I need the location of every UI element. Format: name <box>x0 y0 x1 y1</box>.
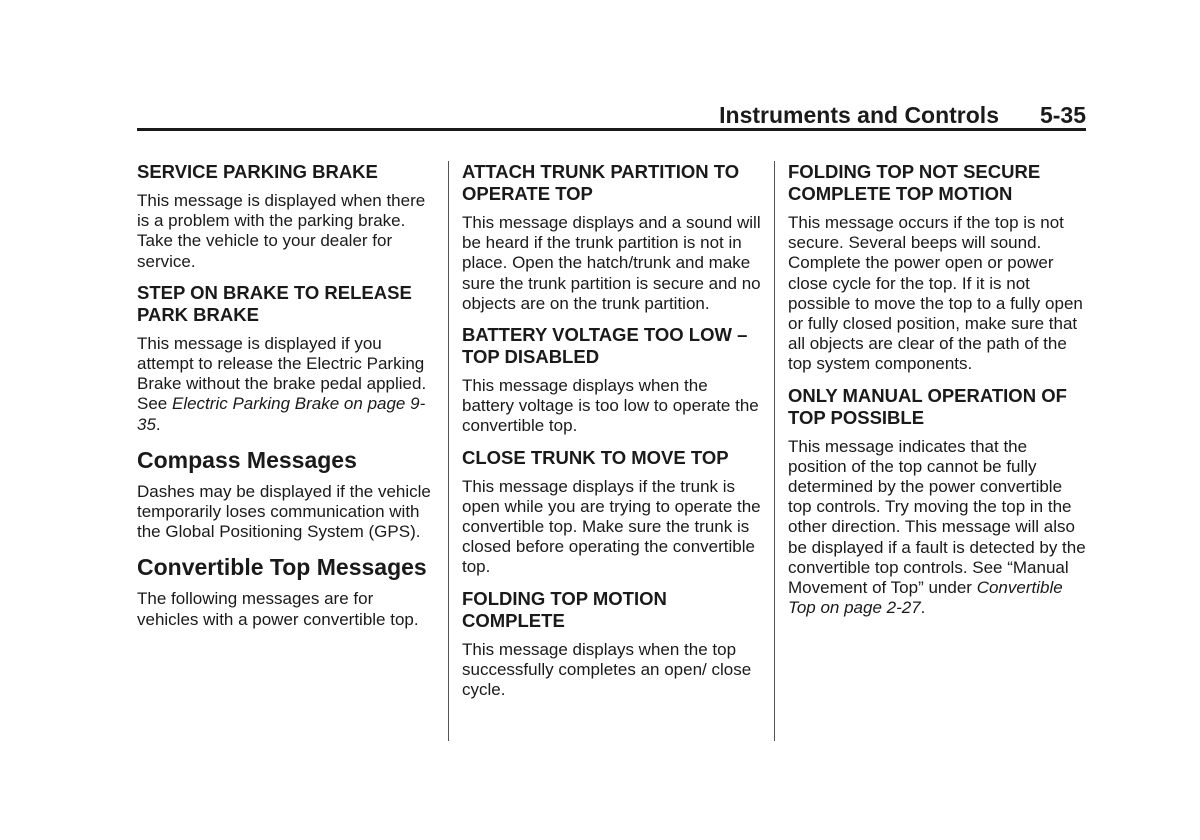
paragraph: This message displays when the top successfully completes an open/ close cycle. <box>462 639 752 700</box>
subheading-folding-top-motion-complete: FOLDING TOP MOTION COMPLETE <box>462 587 667 631</box>
column-divider <box>774 161 775 741</box>
subheading-attach-trunk-partition: ATTACH TRUNK PARTITION TO OPERATE TOP <box>462 161 740 204</box>
column-2 <box>462 161 762 710</box>
cross-reference-link[interactable]: Electric Parking Brake on page 9-35 <box>137 394 426 434</box>
subheading-service-parking-brake: SERVICE PARKING BRAKE <box>137 161 378 182</box>
column-1 <box>137 161 432 640</box>
paragraph-text: . <box>155 414 161 434</box>
cross-reference-link[interactable]: Convertible Top on page 2-27 <box>788 578 1063 618</box>
paragraph: The following messages are for vehicles with a power convertible top. <box>137 589 419 629</box>
subheading-folding-top-not-secure: FOLDING TOP NOT SECURE COMPLETE TOP MOTION <box>788 161 1041 204</box>
paragraph-text: This message indicates that the position of the top cannot be fully determined by the power convertible top controls. Try moving the top in the other direction. This message will also be displayed if a fault is detected by the convertible top controls. See “Manual Movement of Top” under <box>788 436 1086 598</box>
section-title: Instruments and Controls <box>719 102 999 128</box>
subheading-step-on-brake: STEP ON BRAKE TO RELEASE PARK BRAKE <box>137 281 412 325</box>
paragraph <box>137 334 432 435</box>
paragraph <box>788 437 1088 619</box>
heading-convertible-top-messages: Convertible Top Messages <box>137 554 427 581</box>
paragraph: This message displays when the battery voltage is too low to operate the convertible top. <box>462 376 759 436</box>
heading-compass-messages: Compass Messages <box>137 446 357 473</box>
subheading-close-trunk: CLOSE TRUNK TO MOVE TOP <box>462 446 729 468</box>
paragraph: This message displays if the trunk is open while you are trying to operate the convertible top. Make sure the trunk is closed before operating the convertible top. <box>462 476 761 577</box>
paragraph: This message occurs if the top is not secure. Several beeps will sound. Complete the power open or power close cycle for the top. If it is not possible to move the top to a fully open or fully closed position, make sure that all objects are clear of the path of the top system components. <box>788 213 1083 374</box>
paragraph-text: . <box>920 598 926 618</box>
subheading-only-manual-operation: ONLY MANUAL OPERATION OF TOP POSSIBLE <box>788 384 1067 428</box>
column-3 <box>788 161 1088 628</box>
paragraph: This message displays and a sound will be heard if the trunk partition is not in place. Open the hatch/trunk and make sure the trunk partition is secure and no objects are on the trunk partition. <box>462 213 761 313</box>
page-number: 5-35 <box>1039 102 1086 128</box>
column-divider <box>448 161 449 741</box>
paragraph-text: This message is displayed if you attempt to release the Electric Parking Brake without the brake pedal applied. See <box>137 333 427 414</box>
header-rule <box>137 128 1086 131</box>
paragraph: This message is displayed when there is a problem with the parking brake. Take the vehicle to your dealer for service. <box>137 191 426 271</box>
subheading-battery-voltage: BATTERY VOLTAGE TOO LOW – TOP DISABLED <box>462 324 748 368</box>
paragraph: Dashes may be displayed if the vehicle temporarily loses communication with the Global Positioning System (GPS). <box>137 481 431 542</box>
page-header <box>137 100 1086 130</box>
